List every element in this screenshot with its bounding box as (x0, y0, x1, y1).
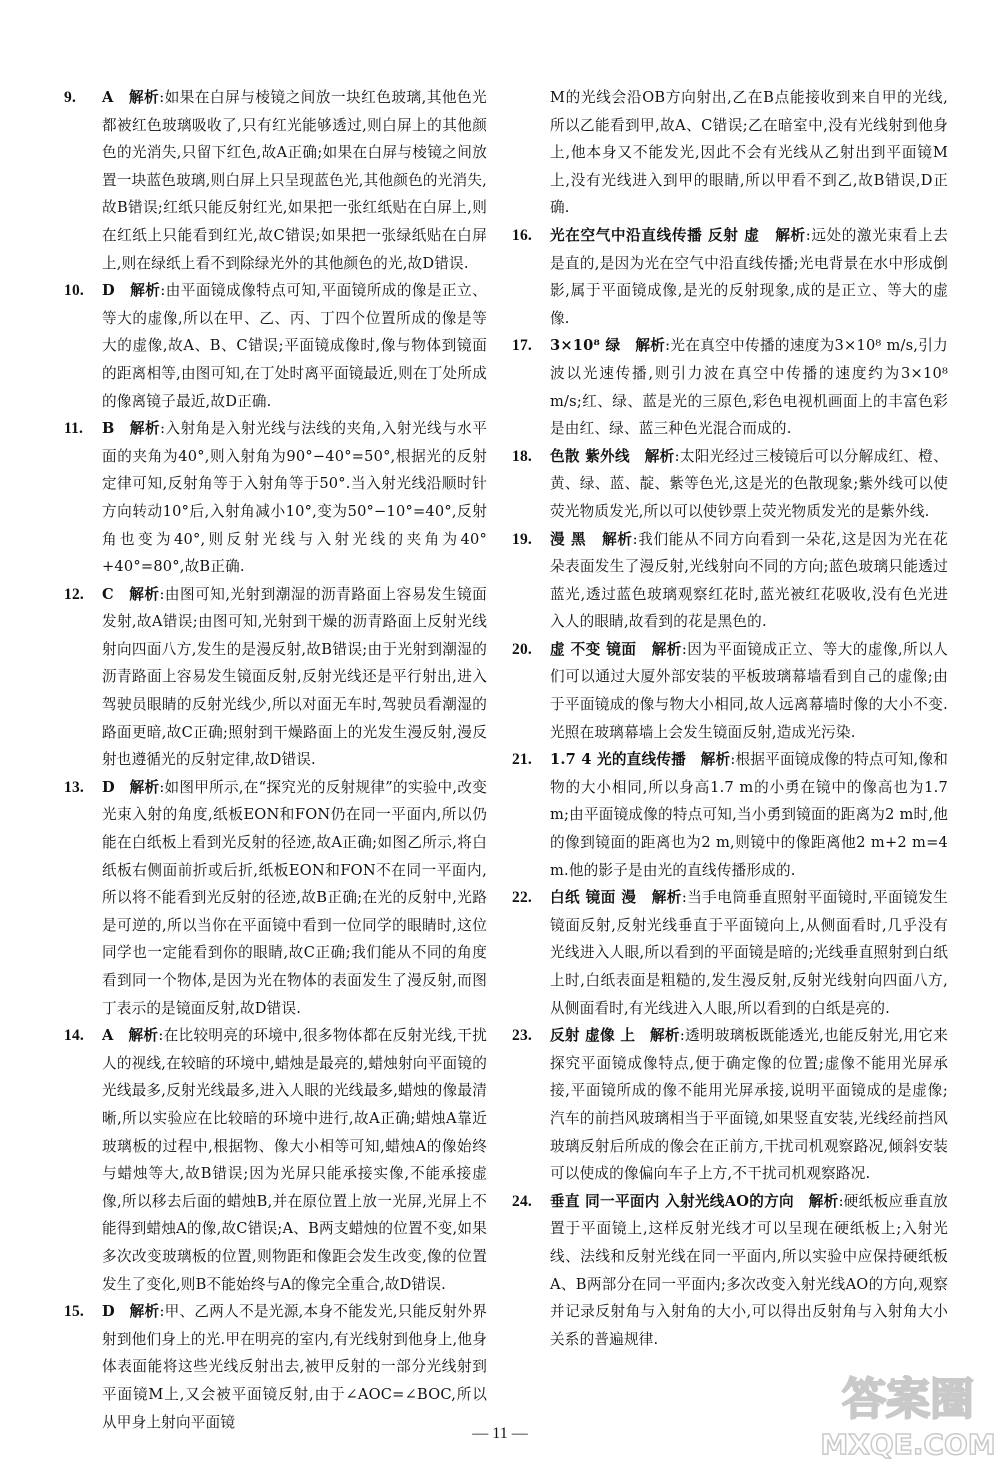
answer-item (64, 581, 487, 774)
answer-key: A (102, 1027, 114, 1045)
answer-item (512, 884, 948, 1022)
answer-key: 1.7 4 光的直线传播 (550, 751, 686, 769)
answer-item (64, 1022, 487, 1298)
answer-key: B (102, 420, 115, 438)
left-column (64, 84, 487, 1436)
answer-key: 色散 紫外线 (550, 447, 630, 465)
analysis-text: :因为平面镜成正立、等大的虚像,所以人们可以通过大厦外部安装的平板玻璃幕墙看到自己的虚像;由于平面镜成的像与物大小相同,故人远离幕墙时像的大小不变.光照在玻璃幕墙上会发生镜面反射,造成光污染. (550, 640, 948, 741)
right-column (512, 84, 948, 1353)
question-number: 19. (512, 530, 532, 548)
answer-item (64, 277, 487, 415)
analysis-text: :远处的激光束看上去是直的,是因为光在空气中沿直线传播;光电背景在水中形成倒影,属于平面镜成像,是光的反射现象,成的是正立、等大的虚像. (550, 226, 948, 327)
question-number: 15. (64, 1303, 84, 1321)
analysis-label: 解析 (128, 1027, 159, 1045)
watermark-url: MXQE.COM (820, 1428, 996, 1461)
analysis-text: :根据平面镜成像的特点可知,像和物的大小相同,所以身高1.7 m的小勇在镜中的像高也为1.7 m;由平面镜成像的特点可知,当小勇到镜面的距离为2 m时,他的像到镜面的距离也为2 m,则镜中的像距离他2 m+2 m=4 m.他的影子是由光的直线传播形成的. (550, 751, 948, 879)
answer-item (512, 443, 948, 526)
analysis-label: 解析 (650, 1027, 680, 1045)
answer-key: D (102, 778, 115, 796)
question-number: 11. (64, 420, 84, 438)
analysis-text: :透明玻璃板既能透光,也能反射光,用它来探究平面镜成像特点,便于确定像的位置;虚像不能用光屏承接,平面镜所成的像不能用光屏承接,说明平面镜成的是虚像;汽车的前挡风玻璃相当于平面镜,如果竖直安装,光线经前挡风玻璃反射后所成的像会在正前方,干扰司机观察路况,倾斜安装可以使成的像偏向车子上方,不干扰司机观察路况. (550, 1027, 948, 1183)
analysis-text: :如图甲所示,在“探究光的反射规律”的实验中,改变光束入射的角度,纸板EON和FON仍在同一平面内,所以仍能在白纸板上看到光反射的径迹,故A正确;如图乙所示,将白纸板右侧面前折或后折,纸板EON和FON不在同一平面内,所以将不能看到光反射的径迹,故B正确;在光的反射中,光路是可逆的,所以当你在平面镜中看到一位同学的眼睛时,这位同学也一定能看到你的眼睛,故C正确;我们能从不同的角度看到同一个物体,是因为光在物体的表面发生了漫反射,而图丁表示的是镜面反射,故D错误. (102, 778, 487, 1017)
analysis-label: 解析 (129, 89, 160, 106)
question-number: 20. (512, 640, 532, 658)
analysis-label: 解析 (775, 226, 806, 244)
answer-key: 3×10⁸ 绿 (550, 337, 621, 355)
analysis-label: 解析 (129, 585, 160, 603)
answer-item (64, 774, 487, 1022)
analysis-label: 解析 (130, 282, 161, 300)
question-number: 10. (64, 282, 84, 300)
analysis-label: 解析 (700, 751, 731, 769)
answer-key: 白纸 镜面 漫 (550, 889, 637, 907)
answer-item (64, 84, 487, 277)
analysis-text: :由图可知,光射到潮湿的沥青路面上容易发生镜面发射,故A错误;由图可知,光射到干燥的沥青路面上反射光线射向四面八方,发生的是漫反射,故B错误;由于光射到潮湿的沥青路面上容易发生镜面反射,反射光线还是平行射出,进入驾驶员眼睛的反射光线少,所以对面无车时,驾驶员看潮湿的路面更暗,故C正确;照射到干燥路面上的光发生漫反射,漫反射也遵循光的反射定律,故D错误. (102, 585, 487, 769)
question-number: 22. (512, 889, 532, 907)
answer-key: 光在空气中沿直线传播 反射 虚 (550, 226, 760, 244)
analysis-text: M的光线会沿OB方向射出,乙在B点能接收到来自甲的光线,所以乙能看到甲,故A、C错误;乙在暗室中,没有光线射到他身上,他本身又不能发光,因此不会有光线从乙射出到平面镜M上,没有光线进入到甲的眼睛,所以甲看不到乙,故B错误,D正确. (550, 89, 948, 217)
question-number: 12. (64, 585, 84, 603)
analysis-text: :甲、乙两人不是光源,本身不能发光,只能反射外界射到他们身上的光.甲在明亮的室内,有光线射到他身上,他身体表面能将这些光线反射出去,被甲反射的一部分光线射到平面镜M上,又会被平面镜反射,由于∠AOC=∠BOC,所以从甲身上射向平面镜 (102, 1303, 487, 1431)
watermark-title: 答案圈 (842, 1374, 974, 1425)
answer-key: A (102, 89, 114, 106)
analysis-text: :光在真空中传播的速度为3×10⁸ m/s,引力波以光速传播,则引力波在真空中传播的速度约为3×10⁸ m/s;红、绿、蓝是光的三原色,彩色电视机画面上的丰富色彩是由红、绿、蓝三种色光混合而成的. (550, 337, 948, 438)
question-number: 9. (64, 89, 77, 106)
question-number: 23. (512, 1027, 532, 1045)
analysis-text: :硬纸板应垂直放置于平面镜上,这样反射光线才可以呈现在硬纸板上;入射光线、法线和反射光线在同一平面内,所以实验中应保持硬纸板A、B两部分在同一平面内;多次改变入射光线AO的方向,观察并记录反射角与入射角的大小,可以得出反射角与入射角大小关系的普遍规律. (550, 1192, 948, 1348)
analysis-label: 解析 (602, 530, 633, 548)
page-number: — 11 — (472, 1425, 528, 1442)
analysis-label: 解析 (129, 1303, 160, 1321)
analysis-text: :由平面镜成像特点可知,平面镜所成的像是正立、等大的虚像,所以在甲、乙、丙、丁四个位置所成的像是等大的虚像,故A、B、C错误;平面镜成像时,像与物体到镜面的距离相等,由图可知,在丁处时离平面镜最近,则在丁处所成的像离镜子最近,故D正确. (102, 282, 487, 410)
answer-key: 虚 不变 镜面 (550, 640, 637, 658)
answer-item (512, 222, 948, 332)
question-number: 17. (512, 337, 532, 355)
analysis-label: 解析 (651, 640, 682, 658)
answer-item (512, 526, 948, 636)
analysis-label: 解析 (651, 889, 682, 907)
answer-key: D (102, 1303, 115, 1321)
answer-key: 漫 黑 (550, 530, 587, 548)
analysis-text: :当手电筒垂直照射平面镜时,平面镜发生镜面反射,反射光线垂直于平面镜向上,从侧面看时,几乎没有光线进入人眼,所以看到的平面镜是暗的;光线垂直照射到白纸上时,白纸表面是粗糙的,发生漫反射,反射光线射向四面八方,从侧面看时,有光线进入人眼,所以看到的白纸是亮的. (550, 889, 948, 1017)
answer-item (512, 636, 948, 746)
answer-item (512, 332, 948, 442)
answer-key: 垂直 同一平面内 入射光线AO的方向 (550, 1192, 794, 1210)
analysis-label: 解析 (129, 778, 160, 796)
answer-item (512, 1188, 948, 1354)
answer-key: D (102, 282, 115, 300)
answer-item (512, 1022, 948, 1188)
analysis-label: 解析 (808, 1192, 839, 1210)
answer-key: C (102, 585, 114, 603)
question-number: 16. (512, 226, 532, 244)
watermark-logo (812, 1366, 997, 1462)
analysis-text: :太阳光经过三棱镜后可以分解成红、橙、黄、绿、蓝、靛、紫等色光,这是光的色散现象;紫外线可以使荧光物质发光,所以可以使钞票上荧光物质发光的是紫外线. (550, 447, 948, 520)
analysis-label: 解析 (644, 447, 675, 465)
answer-item (64, 415, 487, 581)
analysis-text: :我们能从不同方向看到一朵花,这是因为光在花朵表面发生了漫反射,光线射向不同的方向;蓝色玻璃只能透过蓝光,透过蓝色玻璃观察红花时,蓝光被红花吸收,没有色光进入人的眼睛,故看到的花是黑色的. (550, 530, 948, 631)
analysis-label: 解析 (635, 337, 666, 355)
analysis-text: :在比较明亮的环境中,很多物体都在反射光线,干扰人的视线,在较暗的环境中,蜡烛是最亮的,蜡烛射向平面镜的光线最多,反射光线最多,进入人眼的光线最多,蜡烛的像最清晰,所以实验应在比较暗的环境中进行,故A正确;蜡烛A靠近玻璃板的过程中,根据物、像大小相等可知,蜡烛A的像始终与蜡烛等大,故B错误;因为光屏只能承接实像,不能承接虚像,所以移去后面的蜡烛B,并在原位置上放一光屏,光屏上不能得到蜡烛A的像,故C错误;A、B两支蜡烛的位置不变,如果多次改变玻璃板的位置,则物距和像距会发生改变,像的位置发生了变化,则B不能始终与A的像完全重合,故D错误. (102, 1027, 487, 1293)
answer-key: 反射 虚像 上 (550, 1027, 636, 1045)
question-number: 13. (64, 778, 84, 796)
question-number: 14. (64, 1027, 84, 1045)
question-number: 21. (512, 751, 532, 769)
analysis-label: 解析 (129, 420, 161, 438)
question-number: 18. (512, 447, 532, 465)
answer-item (512, 746, 948, 884)
analysis-text: :入射角是入射光线与法线的夹角,入射光线与水平面的夹角为40°,则入射角为90°−40°=50°,根据光的反射定律可知,反射角等于入射角等于50°.当入射光线沿顺时针方向转动10°后,入射角减小10°,变为50°−10°=40°,反射角也变为40°,则反射光线与入射光线的夹角为40°+40°=80°,故B正确. (102, 420, 487, 576)
answer-item (64, 1298, 487, 1436)
answer-item-continued (512, 84, 948, 222)
analysis-text: :如果在白屏与棱镜之间放一块红色玻璃,其他色光都被红色玻璃吸收了,只有红光能够透过,则白屏上的其他颜色的光消失,只留下红色,故A正确;如果在白屏与棱镜之间放置一块蓝色玻璃,则白屏上只呈现蓝色光,其他颜色的光消失,故B错误;红纸只能反射红光,如果把一张红纸贴在白屏上,则在红纸上只能看到红光,故C错误;如果把一张绿纸贴在白屏上,则在绿纸上看不到除绿光外的其他颜色的光,故D错误. (102, 89, 487, 272)
question-number: 24. (512, 1192, 532, 1210)
